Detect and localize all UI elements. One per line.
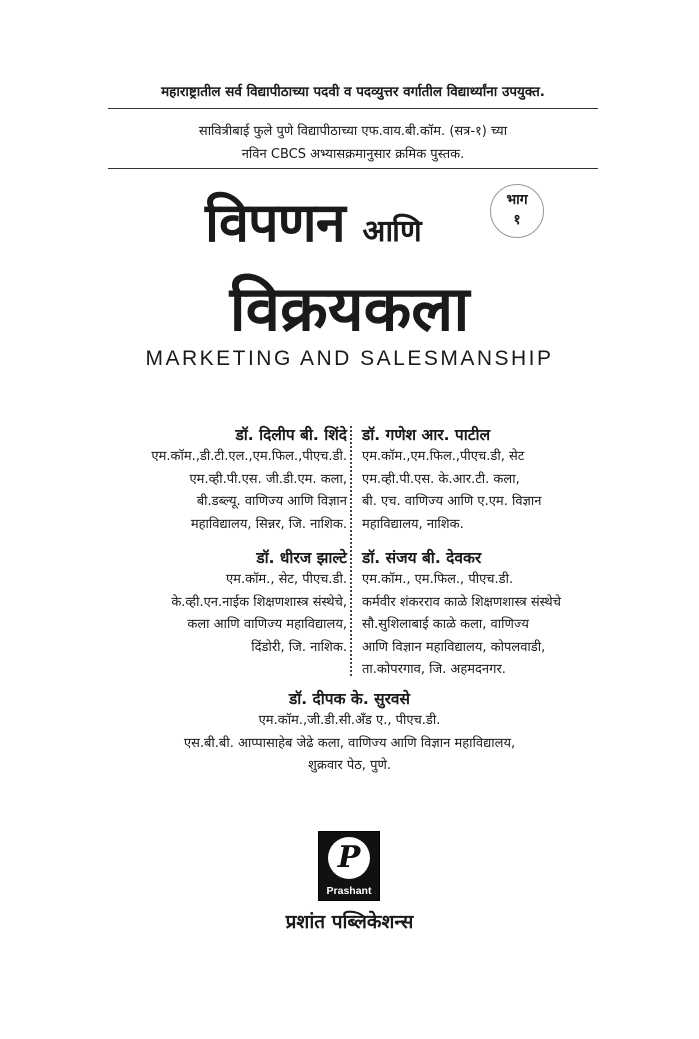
syllabus-line-2: नविन CBCS अभ्यासक्रमानुसार क्रमिक पुस्तक. xyxy=(241,147,465,162)
logo-p-icon: P xyxy=(328,837,370,879)
part-number: १ xyxy=(513,212,521,228)
publisher-logo xyxy=(318,831,380,901)
book-title-line-1 xyxy=(205,191,421,254)
title-word-aani: आणि xyxy=(362,214,421,249)
author-detail: दिंडोरी, जि. नाशिक. xyxy=(251,639,347,655)
author-name: डॉ. गणेश आर. पाटील xyxy=(362,426,491,444)
author-detail: बी. एच. वाणिज्य आणि ए.एम. विज्ञान xyxy=(362,494,542,509)
author-detail: महाविद्यालय, सिन्नर, जि. नाशिक. xyxy=(190,516,347,532)
author-detail: एम.कॉम.,एम.फिल.,पीएच.डी, सेट xyxy=(362,449,525,464)
author-detail: एस.बी.बी. आप्पासाहेब जेढे कला, वाणिज्य आणि विज्ञान महाविद्यालय, xyxy=(183,735,516,751)
publisher-name: प्रशांत पब्लिकेशन्स xyxy=(285,911,414,933)
author-detail: शुक्रवार पेठ, पुणे. xyxy=(308,758,391,773)
english-title: MARKETING AND SALESMANSHIP xyxy=(145,347,554,370)
author-detail: कला आणि वाणिज्य महाविद्यालय, xyxy=(187,617,347,632)
author-name: डॉ. संजय बी. देवकर xyxy=(362,549,482,567)
author-block-devkar xyxy=(362,547,561,682)
author-block-survase xyxy=(0,688,699,778)
author-detail: एम.कॉम.,डी.टी.एल.,एम.फिल.,पीएच.डी. xyxy=(151,449,347,464)
syllabus-line-1: सावित्रीबाई फुले पुणे विद्यापीठाच्या एफ.वाय.बी.कॉम. (सत्र-१) च्या xyxy=(198,124,508,139)
author-block-jhalte xyxy=(171,547,347,659)
author-detail: के.व्ही.एन.नाईक शिक्षणशास्त्र संस्थेचे, xyxy=(171,594,347,610)
part-badge xyxy=(490,184,544,238)
author-name: डॉ. दीपक के. सुरवसे xyxy=(288,690,411,708)
author-detail: एम.व्ही.पी.एस. जी.डी.एम. कला, xyxy=(189,471,347,487)
author-detail: एम.कॉम., सेट, पीएच.डी. xyxy=(225,572,347,587)
logo-text: Prashant xyxy=(326,885,372,897)
author-name: डॉ. दिलीप बी. शिंदे xyxy=(235,426,347,444)
top-tagline: महाराष्ट्रातील सर्व विद्यापीठाच्या पदवी व पदव्युत्तर वर्गातील विद्यार्थ्यांना उपयुक्त. xyxy=(161,84,545,100)
author-detail: बी.डब्ल्यू. वाणिज्य आणि विज्ञान xyxy=(196,494,347,509)
title-word-vipanan: विपणन xyxy=(205,191,345,254)
author-detail: महाविद्यालय, नाशिक. xyxy=(362,516,464,532)
author-detail: एम.व्ही.पी.एस. के.आर.टी. कला, xyxy=(362,471,520,487)
author-block-patil xyxy=(362,424,541,536)
part-label: भाग xyxy=(506,192,528,208)
divider-rule-bottom xyxy=(108,168,598,169)
author-detail: सौ.सुशिलाबाई काळे कला, वाणिज्य xyxy=(362,617,529,632)
author-detail: कर्मवीर शंकरराव काळे शिक्षणशास्त्र संस्थेचे xyxy=(362,594,561,610)
author-detail: ता.कोपरगाव, जि. अहमदनगर. xyxy=(362,662,506,677)
author-detail: एम.कॉम., एम.फिल., पीएच.डी. xyxy=(362,572,514,587)
author-detail: आणि विज्ञान महाविद्यालय, कोपलवाडी, xyxy=(362,639,546,655)
author-name: डॉ. धीरज झाल्टे xyxy=(256,549,347,567)
author-detail: एम.कॉम.,जी.डी.सी.अँड ए., पीएच.डी. xyxy=(258,713,441,728)
authors-divider xyxy=(350,426,352,676)
book-title-line-2: विक्रयकला xyxy=(229,272,470,345)
divider-rule-top xyxy=(108,108,598,109)
author-block-shinde xyxy=(151,424,347,536)
